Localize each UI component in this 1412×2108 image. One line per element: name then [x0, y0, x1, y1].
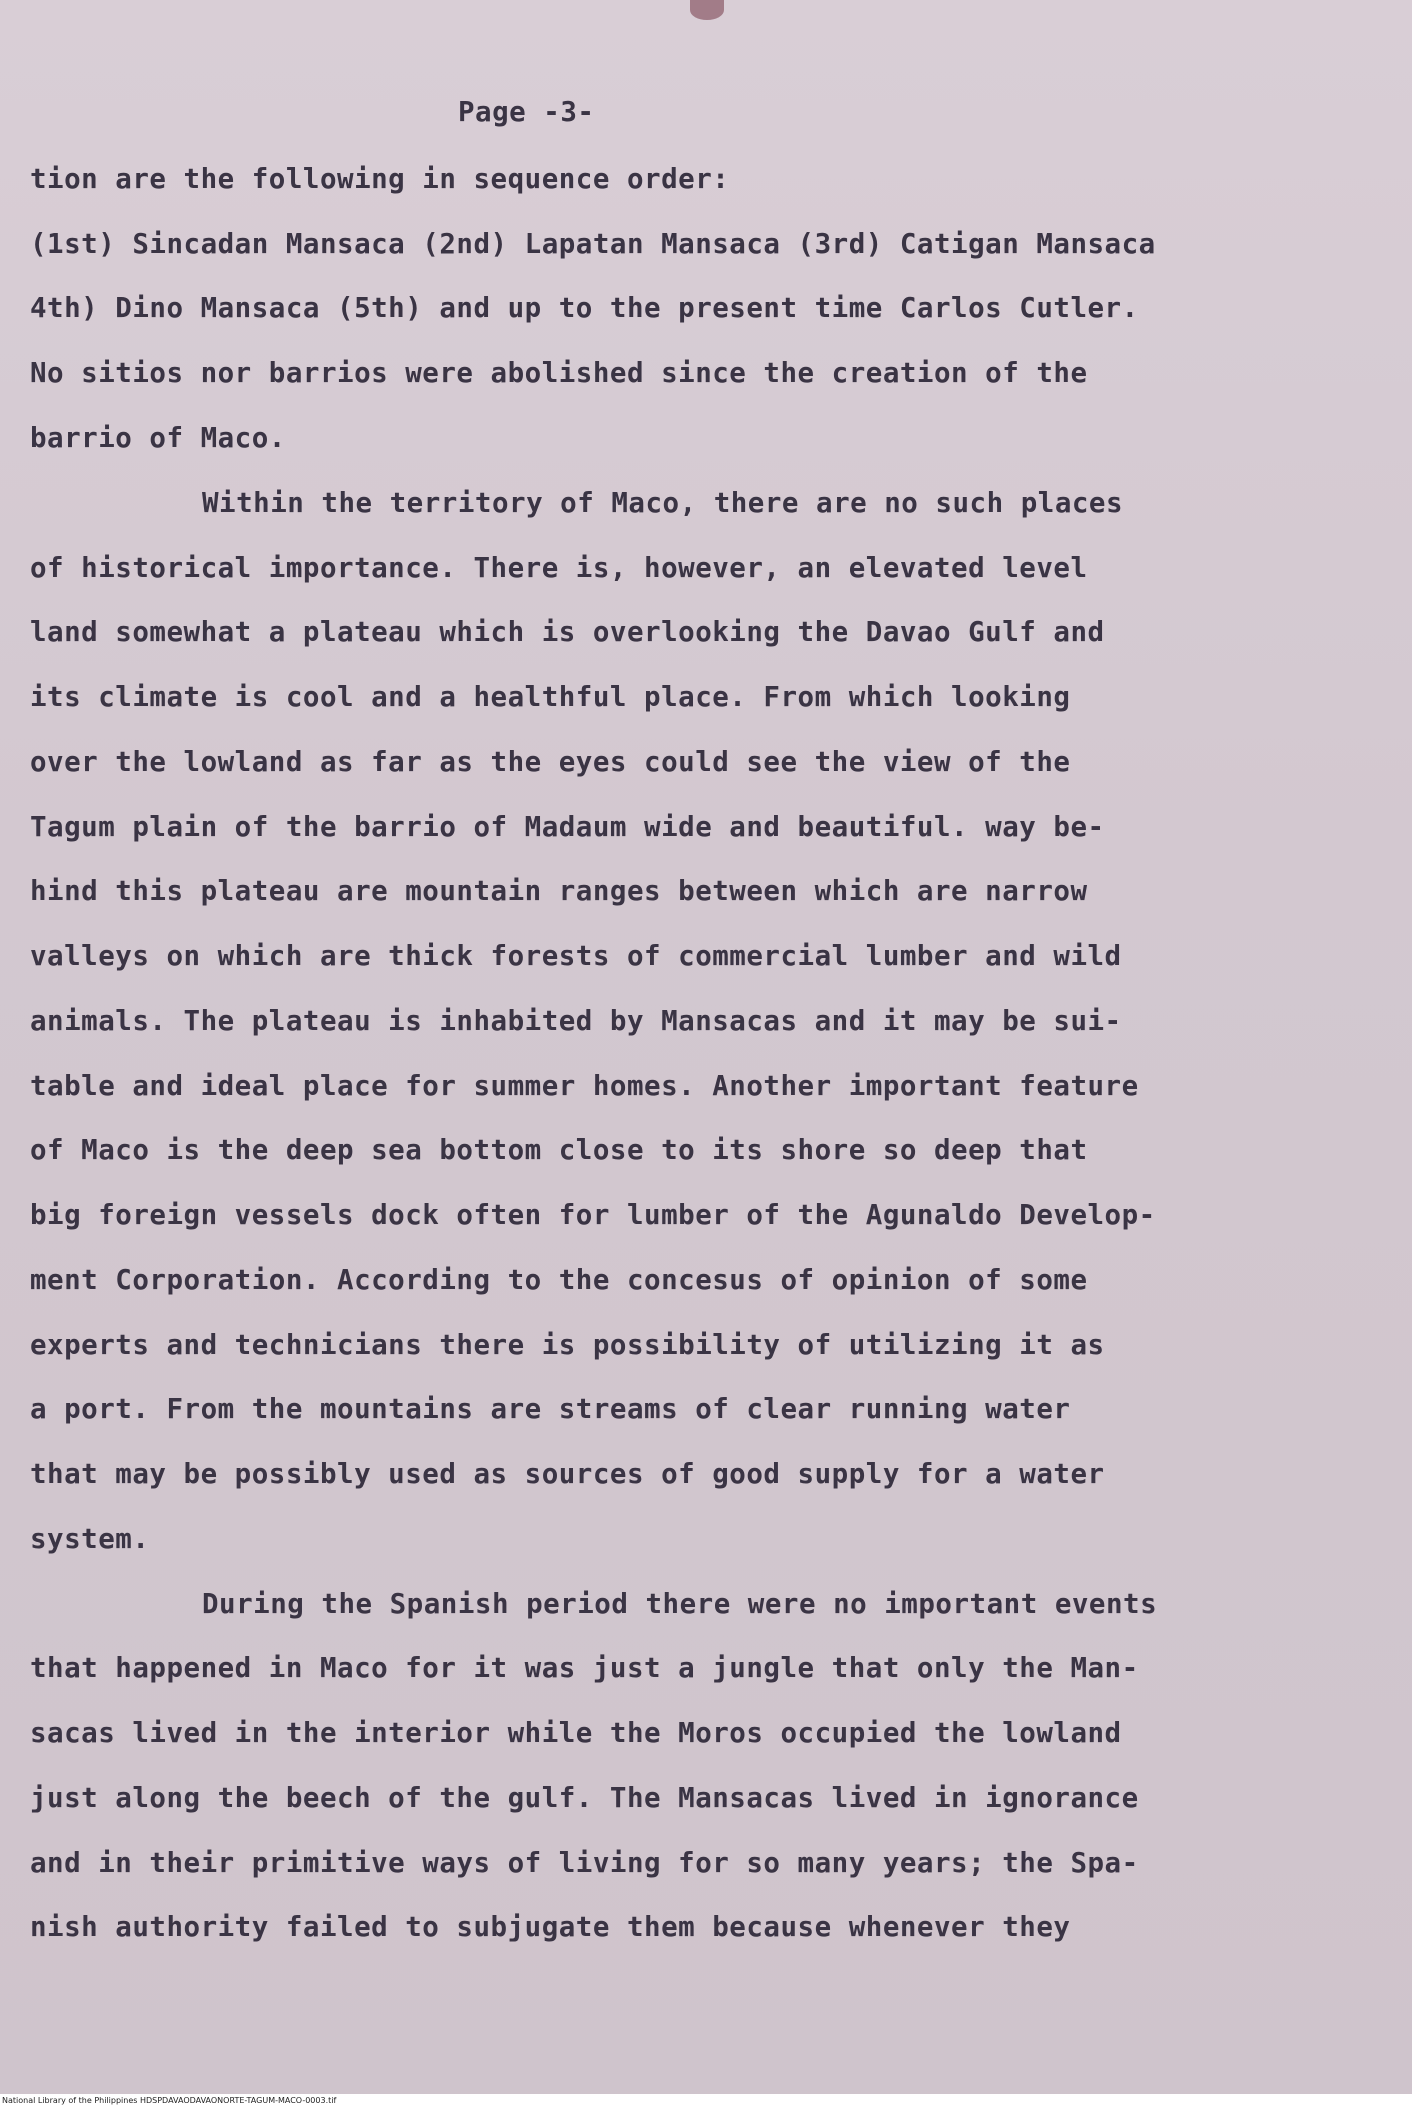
- text-line: (1st) Sincadan Mansaca (2nd) Lapatan Mansaca (3rd) Catigan Mansaca: [30, 228, 1156, 260]
- text-line: During the Spanish period there were no important events: [202, 1588, 1158, 1620]
- text-line: barrio of Maco.: [30, 422, 286, 454]
- text-line: sacas lived in the interior while the Moros occupied the lowland: [30, 1717, 1122, 1749]
- text-line: tion are the following in sequence order:: [30, 163, 730, 195]
- text-line: ment Corporation. According to the concesus of opinion of some: [30, 1264, 1088, 1296]
- text-line: hind this plateau are mountain ranges between which are narrow: [30, 875, 1088, 907]
- text-line: experts and technicians there is possibility of utilizing it as: [30, 1329, 1105, 1361]
- text-line: big foreign vessels dock often for lumber of the Agunaldo Develop-: [30, 1199, 1156, 1231]
- text-line: and in their primitive ways of living for so many years; the Spa-: [30, 1847, 1139, 1879]
- page-header: Page -3-: [458, 96, 595, 128]
- text-line: that happened in Maco for it was just a jungle that only the Man-: [30, 1652, 1139, 1684]
- text-line: of Maco is the deep sea bottom close to its shore so deep that: [30, 1134, 1088, 1166]
- text-line: animals. The plateau is inhabited by Mansacas and it may be sui-: [30, 1005, 1122, 1037]
- text-line: system.: [30, 1523, 150, 1555]
- text-line: 4th) Dino Mansaca (5th) and up to the present time Carlos Cutler.: [30, 292, 1139, 324]
- text-line: its climate is cool and a healthful place. From which looking: [30, 681, 1071, 713]
- text-line: just along the beech of the gulf. The Mansacas lived in ignorance: [30, 1782, 1139, 1814]
- ink-smudge: [690, 0, 724, 20]
- text-line: No sitios nor barrios were abolished since the creation of the: [30, 357, 1088, 389]
- text-line: of historical importance. There is, however, an elevated level: [30, 552, 1088, 584]
- text-line: nish authority failed to subjugate them because whenever they: [30, 1911, 1071, 1943]
- text-line: a port. From the mountains are streams of clear running water: [30, 1393, 1071, 1425]
- text-line: Tagum plain of the barrio of Madaum wide and beautiful. way be-: [30, 811, 1105, 843]
- text-line: table and ideal place for summer homes. Another important feature: [30, 1070, 1139, 1102]
- text-line: over the lowland as far as the eyes could see the view of the: [30, 746, 1071, 778]
- footer-caption: National Library of the Philippines HDSPDAVAODAVAONORTE-TAGUM-MACO-0003.tif: [0, 2094, 1412, 2108]
- text-line: Within the territory of Maco, there are no such places: [202, 487, 1124, 519]
- text-line: valleys on which are thick forests of commercial lumber and wild: [30, 940, 1122, 972]
- text-line: that may be possibly used as sources of good supply for a water: [30, 1458, 1105, 1490]
- text-line: land somewhat a plateau which is overlooking the Davao Gulf and: [30, 616, 1105, 648]
